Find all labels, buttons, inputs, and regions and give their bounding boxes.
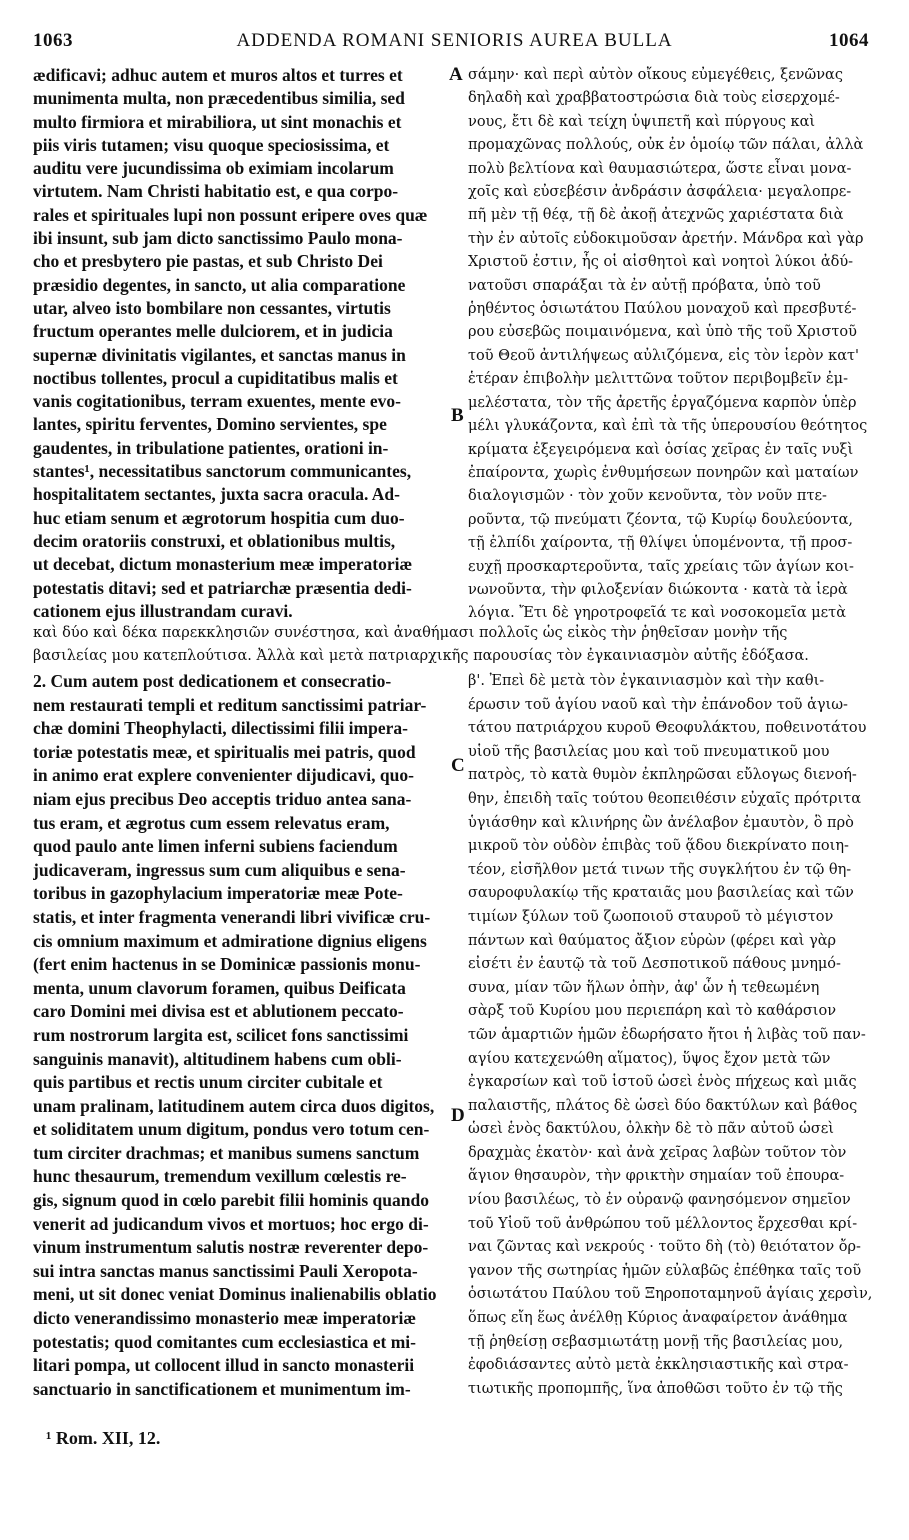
text-line: μελέστατα, τὸν τῆς ἀρετῆς ἐργαζόμενα καρπὸν ὑπὲρ (468, 394, 857, 411)
text-line: præsidio degentes, in sancto, ut alia comparatione (33, 274, 406, 295)
text-line: auditu vere jucundissima ob eximiam incolarum (33, 158, 394, 179)
text-line: σὰρξ τοῦ Κυρίου μου περιεπάρη καὶ τὸ καθάρσιον (468, 1003, 837, 1020)
text-line: Χριστοῦ ἐστιν, ἧς οἱ αἰσθητοὶ καὶ νοητοὶ λύκοι ἀδύ- (468, 254, 854, 271)
text-line: νους, ἔτι δὲ καὶ τείχη ὑψιπετῆ καὶ πύργους καὶ (468, 113, 816, 130)
text-line: (fert enim hactenus in se Dominicæ passionis monu- (33, 954, 421, 975)
footnote: ¹ Rom. XII, 12. (46, 1428, 161, 1448)
text-line: ædificavi; adhuc autem et muros altos et turres et (33, 65, 403, 85)
text-line: vinum instrumentum salutis nostræ reverenter depo- (33, 1237, 429, 1258)
text-line: κρίματα ἐξεγειρόμενα καὶ ὁσίας χεῖρας ἐν ταῖς νυξὶ (468, 441, 854, 458)
text-line: ut decebat, dictum monasterium meæ imperatoriæ (33, 554, 413, 575)
text-line: fructum operantes melle dulciorem, et in judicia (33, 321, 393, 342)
text-line: τῇ ἐλπίδι χαίροντα, τῇ θλίψει ὑπομένοντα, τῇ προσ- (468, 535, 853, 552)
text-line: et soliditatem unum digitum, pondus vero totum cen- (33, 1119, 430, 1140)
text-line: ρου εὐσεβῶς ποιμαινόμενα, καὶ ὑπὸ τῆς τοῦ Χριστοῦ (468, 324, 857, 341)
text-line: quis partibus et rectis unum circiter cubitale et (33, 1072, 383, 1093)
section-marker-a: A (449, 64, 463, 85)
section-marker-c: C (451, 755, 465, 776)
text-line: utar, alveo isto bombilare non cessantes, virtutis (33, 297, 391, 318)
text-line: gis, signum quod in cœlo parebit filii hominis quando (33, 1190, 429, 1211)
greek-column-top (468, 64, 878, 626)
text-line: πάντων καὶ θαύματος ἄξιον εὑρὼν (φέρει καὶ γὰρ (468, 932, 837, 949)
text-line: tus eram, et ægrotus cum essem relevatus eram, (33, 812, 390, 833)
text-line: virtutem. Nam Christi habitatio est, e qua corpo- (33, 181, 399, 202)
text-line: chæ domini Theophylacti, dilectissimi filii impera- (33, 718, 408, 739)
text-line: cho et presbytero pie pastas, et sub Christo Dei (33, 251, 383, 272)
text-line: ἐγκαρσίων καὶ τοῦ ἱστοῦ ὡσεὶ ἑνὸς πήχεως καὶ μιᾶς (468, 1074, 857, 1091)
text-line: βασιλείας μου κατεπλούτισα. Ἀλλὰ καὶ μετὰ πατριαρχικῆς παρουσίας τὸν ἐγκαινιασμὸν αὐτῆς ἐδόξασα. (33, 648, 809, 664)
text-line: ὁσιωτάτου Παύλου τοῦ Ξηροποταμηνοῦ ἁγίαις χερσὶν, (468, 1286, 873, 1303)
text-line: χοῖς καὶ εὐσεβέσιν ἀνδράσιν ἀσφάλεια· μεγαλοπρε- (468, 184, 852, 201)
text-line: piis viris tutamen; visu quoque speciosissima, et (33, 134, 390, 155)
text-line: τιωτικῆς προπομπῆς, ἵνα ἀποθῶσι τοῦτο ἐν τῷ τῆς (468, 1380, 843, 1397)
text-line: meni, ut sit donec veniat Dominus inalienabilis oblatio (33, 1284, 437, 1305)
text-line: τῶν ἁμαρτιῶν ἡμῶν ἐδωρήσατο ἤτοι ἡ λιβὰς τοῦ παν- (468, 1026, 866, 1043)
text-line: rales et spirituales lupi non possunt eripere oves quæ (33, 204, 428, 225)
text-line: νατοῦσι σπαράξαι τὰ ἐν αὐτῇ πρόβατα, ὑπὸ τοῦ (468, 277, 821, 294)
text-line: toriæ potestatis meæ, et spiritualis mei patris, quod (33, 741, 416, 762)
text-line: υἱοῦ τῆς βασιλείας μου καὶ τοῦ πνευματικοῦ μου (468, 743, 830, 760)
text-line: potestatis ditavi; sed et patriarchæ præsentia dedi- (33, 577, 412, 598)
text-line: β'. Ἐπεὶ δὲ μετὰ τὸν ἐγκαινιασμὸν καὶ τὴν καθι- (468, 673, 825, 689)
left-page-number: 1063 (33, 30, 73, 51)
text-line: decim oratoriis construxi, et oblationibus multis, (33, 530, 396, 551)
text-line: σαυροφυλακίῳ τῆς κραταιᾶς μου βασιλείας καὶ τῶν (468, 885, 854, 902)
text-line: τάτου πατριάρχου κυροῦ Θεοφυλάκτου, ποθεινοτάτου (468, 720, 867, 737)
text-line: καὶ δύο καὶ δέκα παρεκκλησιῶν συνέστησα, καὶ ἀναθήμασι πολλοῖς ὡς εἰκὸς τὴν ῥηθεῖσαν μονὴν τῆς (33, 625, 788, 641)
text-line: εἰσέτι ἐν ἑαυτῷ τὰ τοῦ Δεσποτικοῦ πάθους μνημό- (468, 956, 841, 973)
greek-column-bottom (468, 670, 878, 1401)
text-line: ὡσεὶ ἑνὸς δακτύλου, ὁλκὴν δὲ τὸ πᾶν αὐτοῦ ὡσεὶ (468, 1121, 834, 1138)
text-line: unam pralinam, latitudinem autem circa duos digitos, (33, 1095, 435, 1116)
text-line: statis, et inter fragmenta venerandi libri vivificæ cru- (33, 906, 431, 927)
text-line: niam ejus precibus Deo acceptis triduo antea sana- (33, 788, 412, 809)
text-line: πολὺ βελτίονα καὶ θαυμασιώτερα, ὥστε εἶναι μονα- (468, 160, 852, 177)
text-line: caro Domini mei divisa est et ablutionem peccato- (33, 1001, 404, 1022)
text-line: nem restaurati templi et reditum sanctissimi patriar- (33, 694, 427, 715)
greek-fullwidth-passage (33, 622, 878, 668)
text-line: huc etiam senum et ægrotorum hospitia cum duo- (33, 507, 405, 528)
text-line: προμαχῶνας πολλούς, οὐκ ἐν ὁμοίῳ τῶν πάλαι, ἀλλὰ (468, 137, 864, 154)
text-line: in animo erat explere convenienter dijudicavi, quo- (33, 765, 414, 786)
text-line: συνα, μίαν τῶν ἥλων ὀπὴν, ἀφ' ὧν ἡ τεθεωμένη (468, 979, 820, 996)
text-line: γανον τῆς σωτηρίας ἡμῶν εὐλαβῶς ἐπέθηκα ταῖς τοῦ (468, 1262, 862, 1279)
text-line: σάμην· καὶ περὶ αὐτὸν οἴκους εὐμεγέθεις, ξενῶνας (468, 67, 843, 83)
text-line: 2. Cum autem post dedicationem et consecratio- (33, 671, 392, 691)
text-line: τῇ ῥηθείσῃ σεβασμιωτάτῃ μονῇ τῆς βασιλείας μου, (468, 1333, 844, 1350)
text-line: hunc thesaurum, tremendum vexillum cœlestis re- (33, 1166, 407, 1187)
section-marker-b: B (451, 405, 464, 426)
text-line: ἑτέραν ἐπιβολὴν μελιττῶνα τοῦτον περιβομβεῖν ἐμ- (468, 371, 848, 388)
text-line: τιμίων ξύλων τοῦ ζωοποιοῦ σταυροῦ τὸ μέγιστον (468, 908, 834, 925)
text-line: judicaveram, ingressus sum cum aliquibus e sena- (33, 859, 406, 880)
text-line: ἐπαίροντα, χωρὶς ἐνθυμήσεων πονηρῶν καὶ ματαίων (468, 464, 859, 481)
text-line: tum circiter drachmas; et manibus sumens sanctum (33, 1142, 420, 1163)
text-line: νωνοῦντα, τὴν φιλοξενίαν διώκοντα · κατὰ τὰ ἱερὰ (468, 581, 848, 598)
text-line: λόγια. Ἔτι δὲ γηροτροφεῖά τε καὶ νοσοκομεῖα μετὰ (468, 605, 846, 622)
text-line: ροῦντα, τῷ πνεύματι ζέοντα, τῷ Κυρίῳ δουλεύοντα, (468, 511, 854, 528)
text-line: τοῦ Θεοῦ ἀντιλήψεως αὐλιζόμενα, εἰς τὸν ἱερὸν κατ' (468, 347, 860, 364)
text-line: hospitalitatem sectantes, juxta sacra oracula. Ad- (33, 484, 400, 505)
text-line: supernæ divinitatis vigilantes, et sanctas manus in (33, 344, 406, 365)
text-line: munimenta multa, non præcedentibus similia, sed (33, 88, 405, 109)
text-line: lantes, spiritu ferventes, Domino servientes, spe (33, 414, 387, 435)
text-line: sanctuario in sanctificationem et munimentum im- (33, 1378, 411, 1399)
latin-column-bottom (33, 670, 453, 1401)
text-line: ευχῇ προσκαρτεροῦντα, ταῖς χρείαις τῶν ἁγίων κοι- (468, 558, 854, 575)
text-line: δηλαδὴ καὶ χραββατοστρώσια διὰ τοὺς εἰσερχομέ- (468, 90, 840, 107)
text-line: stantes¹, necessitatibus sanctorum communicantes, (33, 461, 412, 482)
text-line: θην, ἐπειδὴ ταῖς τούτου θεοπειθέσιν εὐχαῖς πρότριτα (468, 790, 862, 807)
text-line: menta, unum clavorum foramen, quibus Deificata (33, 977, 406, 998)
text-line: ὅπως εἴη ἕως ἀνέλθῃ Κύριος ἀναφαίρετον ἀνάθημα (468, 1310, 848, 1327)
text-line: έρωσιν τοῦ ἁγίου ναοῦ καὶ τὴν ἐπάνοδον τοῦ ἁγιω- (468, 696, 848, 713)
text-line: ναι ζῶντας καὶ νεκρούς · τοῦτο δὴ (τὸ) θειότατον ὄρ- (468, 1239, 861, 1256)
text-line: rum nostrorum largita est, scilicet fons sanctissimi (33, 1024, 409, 1045)
latin-column-top (33, 64, 453, 623)
text-line: μέλι γλυκάζοντα, καὶ ἐπὶ τὰ τῆς ὑπερουσίου θεότητος (468, 418, 868, 435)
text-line: multo firmiora et mirabiliora, ut sint monachis et (33, 111, 402, 132)
text-line: ἐφοδιάσαντες αὐτὸ μετὰ ἐκκλησιαστικῆς καὶ στρα- (468, 1357, 849, 1374)
text-line: venerit ad judicandum vivos et mortuos; hoc ergo di- (33, 1213, 429, 1234)
text-line: cis omnium maximum et admiratione dignius eligens (33, 930, 427, 951)
text-line: τέον, εἰσῆλθον μετά τινων τῆς συγκλήτου ἐν τῷ θη- (468, 861, 852, 878)
section-marker-d: D (451, 1105, 465, 1126)
text-line: quod paulo ante limen inferni subiens faciendum (33, 836, 398, 857)
text-line: sui intra sanctas manus sanctissimi Pauli Xeropota- (33, 1260, 418, 1281)
running-title: ADDENDA ROMANI SENIORIS AUREA BULLA (236, 30, 673, 51)
text-line: ῥηθέντος ὁσιωτάτου Παύλου μοναχοῦ καὶ πρεσβυτέ- (468, 301, 857, 318)
text-line: τοῦ Υἱοῦ τοῦ ἀνθρώπου τοῦ μέλλοντος ἔρχεσθαι κρί- (468, 1215, 858, 1232)
text-line: πῆ μὲν τῇ θέᾳ, τῇ δὲ ἀκοῇ ἀτεχνῶς χαριέστατα διὰ (468, 207, 844, 224)
text-line: πατρὸς, τὸ κατὰ θυμὸν ἐκπληρῶσαι εὔλογως διενοή- (468, 767, 857, 784)
text-line: νίου βασιλέως, τὸ ἐν οὐρανῷ φανησόμενον σημεῖον (468, 1192, 851, 1209)
text-line: potestatis; quod comitantes cum ecclesiastica et mi- (33, 1331, 416, 1352)
text-line: ἅγιον θησαυρὸν, τὴν φρικτὴν σημαίαν τοῦ ἐπουρα- (468, 1168, 845, 1185)
text-line: sanguinis manavit), altitudinem habens cum obli- (33, 1048, 402, 1069)
text-line: διαλογισμῶν · τὸν χοῦν κενοῦντα, τὸν νοῦν πτε- (468, 488, 827, 505)
text-line: τὴν ἐν αὐτοῖς εὐδοκιμοῦσαν ἀρετήν. Μάνδρα καὶ γὰρ (468, 230, 864, 247)
text-line: gaudentes, in tribulatione patientes, orationi in- (33, 437, 389, 458)
text-line: vanis cogitationibus, terram exuentes, mente evo- (33, 391, 401, 412)
text-line: δραχμὰς ἑκατὸν· καὶ ἀνὰ χεῖρας λαβὼν τοῦτον τὸν (468, 1144, 847, 1161)
text-line: cationem ejus illustrandam curavi. (33, 600, 293, 621)
text-line: αγίου κατεχενώθη αἵματος), ὕψος ἔχον μετὰ τῶν (468, 1050, 831, 1067)
text-line: litari pompa, ut collocent illud in sancto monasterii (33, 1355, 415, 1376)
text-line: ὑγιάσθην καὶ κλινήρης ὢν ἀνέλαβον ἐμαυτὸν, ὃ πρὸ (468, 814, 854, 831)
text-line: dicto venerandissimo monasterio meæ imperatoriæ (33, 1308, 416, 1329)
right-page-number: 1064 (829, 30, 869, 51)
text-line: μικροῦ τὸν οὐδὸν ἐπιβὰς τοῦ ᾅδου διεκρίνατο ποιη- (468, 838, 849, 855)
text-line: ibi insunt, sub jam dicto sanctissimo Paulo mona- (33, 228, 403, 249)
text-line: toribus in gazophylacium imperatoriæ meæ Pote- (33, 883, 403, 904)
text-line: παλαιστῆς, πλάτος δὲ ὡσεὶ δύο δακτύλων καὶ βάθος (468, 1097, 858, 1114)
text-line: noctibus tollentes, procul a cupiditatibus malis et (33, 367, 398, 388)
